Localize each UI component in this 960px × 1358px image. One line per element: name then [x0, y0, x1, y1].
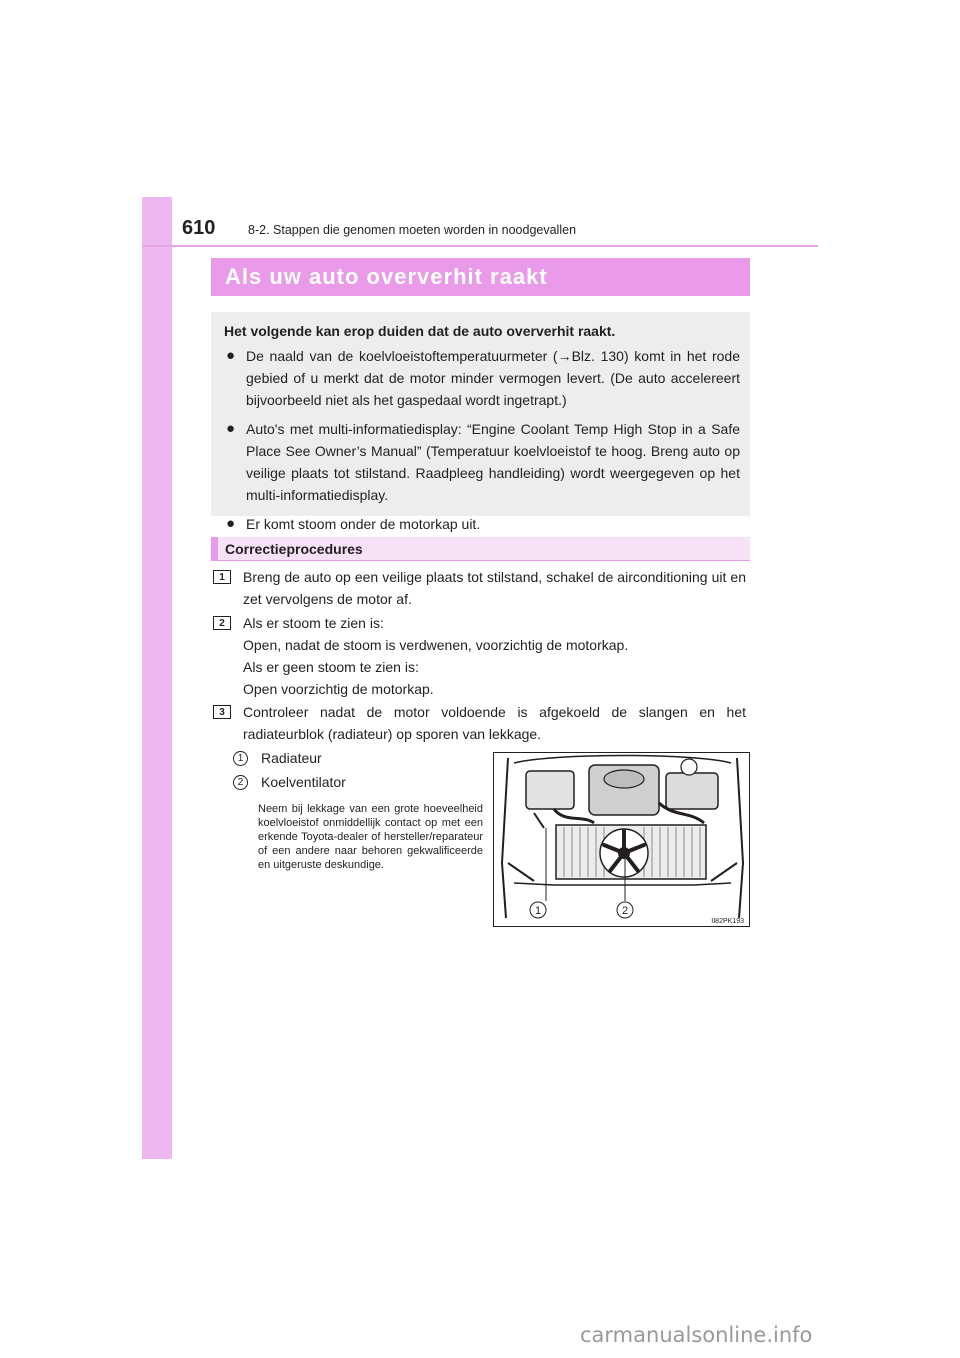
callout-2-badge: 2 — [233, 775, 248, 790]
callout-1-label: 1 — [534, 905, 542, 917]
symptom-item — [224, 513, 740, 535]
step-2-line-1: Als er stoom te zien is: — [243, 615, 384, 631]
bullet-icon: ● — [226, 420, 236, 437]
legend-item-fan — [233, 774, 346, 790]
symptom-text: De naald van de koelvloeistoftemperatuurmeter (→Blz. 130) komt in het rode gebied of u merkt dat de motor minder vermogen levert. (De auto accelereert bijvoorbeeld niet als het gaspedaal wordt ingetrapt.) — [246, 348, 740, 408]
legend-label: Radiateur — [261, 750, 322, 766]
page-number: 610 — [182, 217, 216, 239]
symptoms-heading: Het volgende kan erop duiden dat de auto oververhit raakt. — [224, 323, 616, 339]
callout-2-label: 2 — [621, 905, 629, 917]
callout-1-badge: 1 — [233, 751, 248, 766]
leak-note: Neem bij lekkage van een grote hoeveelheid koelvloeistof onmiddellijk contact op met een erkende Toyota-dealer of hersteller/reparateur of een andere naar behoren gekwalificeerde en uitgeruste deskundige. — [258, 803, 483, 871]
procedures-heading-text: Correctieprocedures — [225, 540, 363, 557]
bullet-icon: ● — [226, 347, 236, 364]
header-divider — [142, 245, 818, 247]
symptoms-box — [211, 312, 750, 532]
bullet-icon: ● — [226, 515, 236, 532]
page-title-bar — [211, 258, 750, 296]
step-number-2: 2 — [213, 616, 231, 630]
symptom-text: Auto's met multi-informatiedisplay: “Engine Coolant Temp High Stop in a Safe Place See Owner’s Manual” (Temperatuur koelvloeistof te hoog. Breng auto op veilige plaats tot stilstand. Raadpleeg handleiding) wordt weergegeven op het multi-informatiedisplay. — [246, 421, 740, 503]
symptom-item — [224, 345, 740, 411]
step-2-line-3: Als er geen stoom te zien is: — [243, 659, 419, 675]
step-2-line-2: Open, nadat de stoom is verdwenen, voorzichtig de motorkap. — [243, 637, 629, 653]
step-2-line-4: Open voorzichtig de motorkap. — [243, 681, 434, 697]
figure-code: II82PK193 — [711, 918, 744, 925]
step-1-text: Breng de auto op een veilige plaats tot stilstand, schakel de airconditioning uit en zet vervolgens de motor af. — [243, 569, 746, 607]
engine-bay-drawing — [494, 753, 750, 927]
engine-bay-illustration — [493, 752, 750, 927]
step-number-1: 1 — [213, 570, 231, 584]
side-tab-band — [142, 197, 172, 1159]
step-number-3: 3 — [213, 705, 231, 719]
procedures-heading — [211, 537, 750, 561]
legend-item-radiator — [233, 750, 322, 766]
symptom-item — [224, 418, 740, 506]
section-title: 8-2. Stappen die genomen moeten worden in noodgevallen — [248, 223, 577, 237]
watermark: carmanualsonline.info — [580, 1323, 813, 1347]
page-title: Als uw auto oververhit raakt — [225, 264, 548, 289]
step-3-text: Controleer nadat de motor voldoende is afgekoeld de slangen en het radiateurblok (radiateur) op sporen van lekkage. — [243, 704, 746, 742]
legend-label: Koelventilator — [261, 774, 346, 790]
symptom-text: Er komt stoom onder de motorkap uit. — [246, 516, 481, 532]
